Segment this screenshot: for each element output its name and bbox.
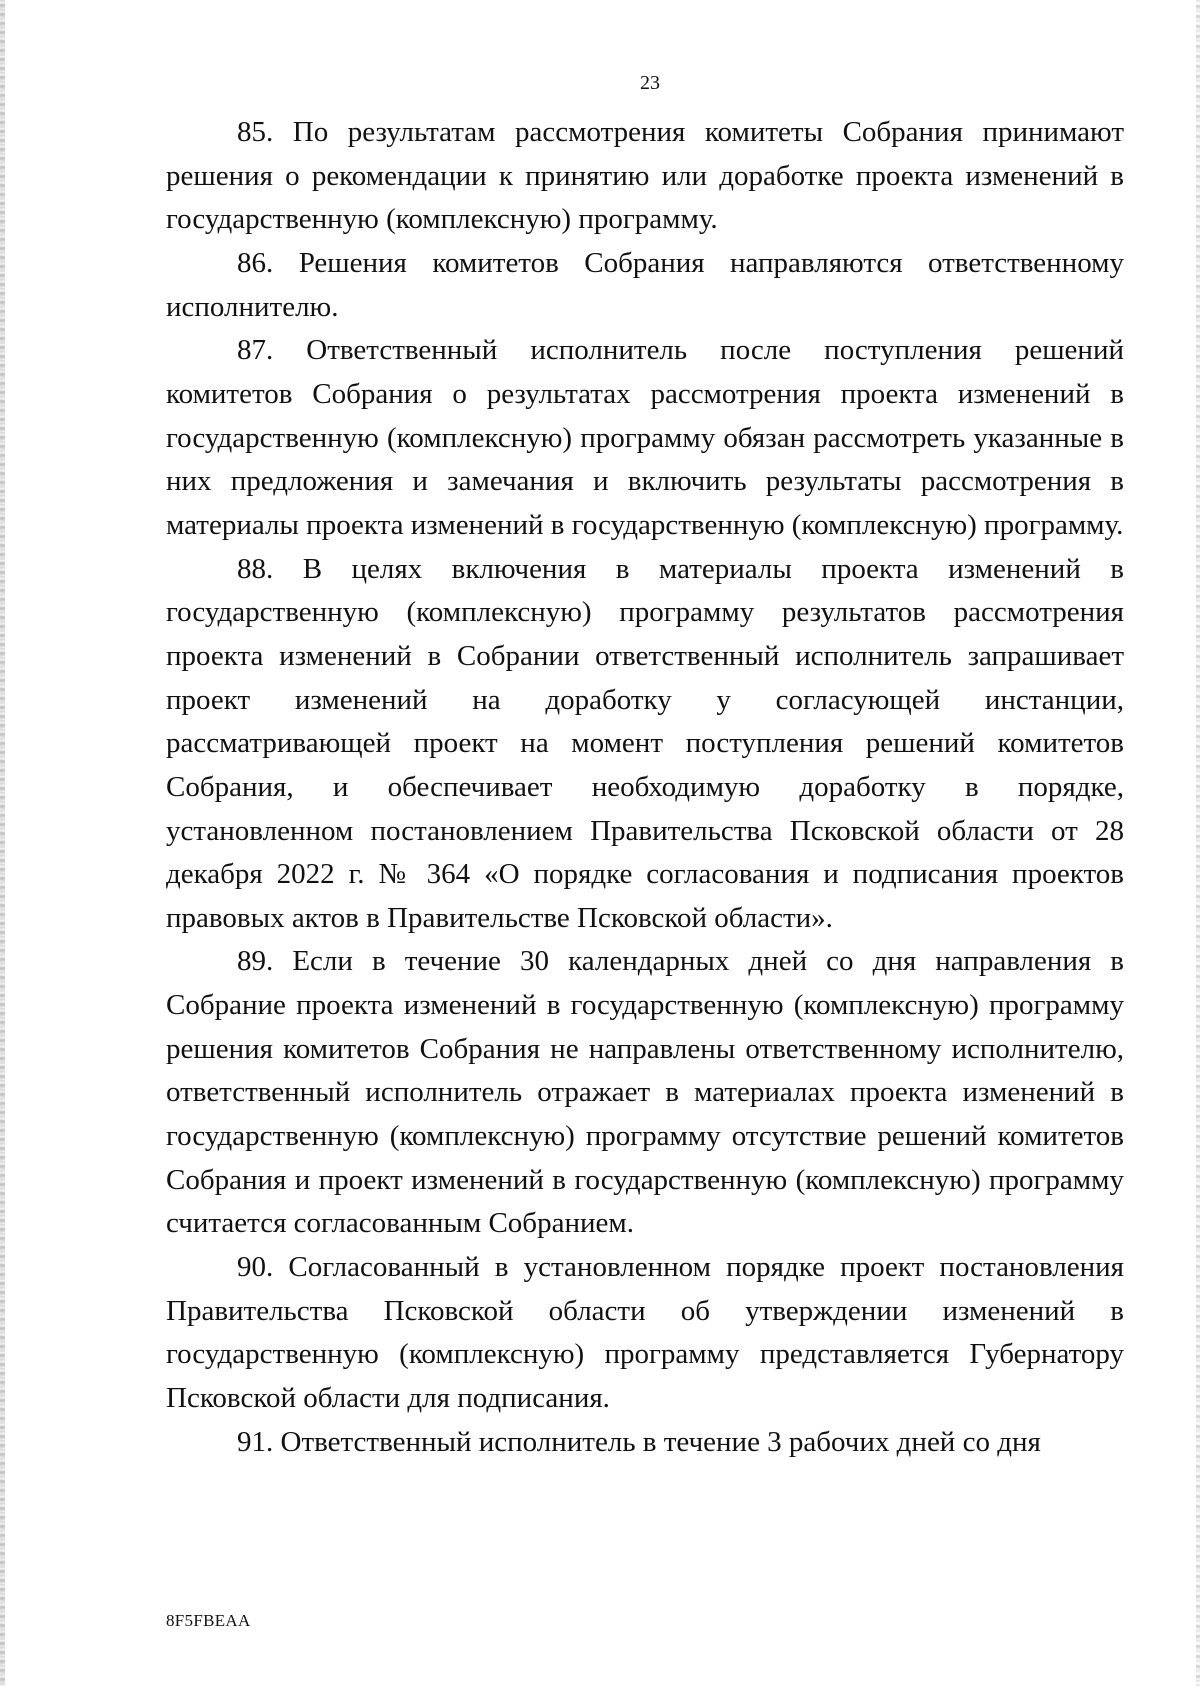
paragraph-86: 86. Решения комитетов Собрания направляются ответственному исполнителю. — [166, 246, 1124, 323]
document-body — [166, 111, 1124, 1464]
paragraph-87: 87. Ответственный исполнитель после поступления решений комитетов Собрания о результатах рассмотрения проекта изменений в государственную (комплексную) программу обязан рассмотреть указанные в них предложения и замечания и включить результаты рассмотрения в материалы проекта изменений в государственную (комплексную) программу. — [166, 334, 1124, 541]
paragraph-85: 85. По результатам рассмотрения комитеты Собрания принимают решения о рекомендации к принятию или доработке проекта изменений в государственную (комплексную) программу. — [166, 116, 1124, 236]
paragraph-89: 89. Если в течение 30 календарных дней со дня направления в Собрание проекта изменений в государственную (комплексную) программу решения комитетов Собрания не направлены ответственному исполнителю, ответственный исполнитель отражает в материалах проекта изменений в государственную (комплексную) программу отсутствие решений комитетов Собрания и проект изменений в государственную (комплексную) программу считается согласованным Собранием. — [166, 945, 1124, 1240]
paragraph-91: 91. Ответственный исполнитель в течение 3 рабочих дней со дня — [237, 1425, 1041, 1458]
document-code: 8F5FBEAA — [166, 1611, 251, 1630]
paragraph-90: 90. Согласованный в установленном порядке проект постановления Правительства Псковской области об утверждении изменений в государственную (комплексную) программу представляется Губернатору Псковской области для подписания. — [166, 1251, 1124, 1415]
scan-edge-right — [1196, 0, 1200, 1686]
scan-edge-left — [0, 0, 5, 1686]
page-number: 23 — [640, 72, 660, 94]
paragraph-88: 88. В целях включения в материалы проекта изменений в государственную (комплексную) программу результатов рассмотрения проекта изменений в Собрании ответственный исполнитель запрашивает проект изменений на доработку у согласующей инстанции, рассматривающей проект на момент поступления решений комитетов Собрания, и обеспечивает необходимую доработку в порядке, установленном постановлением Правительства Псковской области от 28 декабря 2022 г. № 364 «О порядке согласования и подписания проектов правовых актов в Правительстве Псковской области». — [166, 552, 1124, 934]
